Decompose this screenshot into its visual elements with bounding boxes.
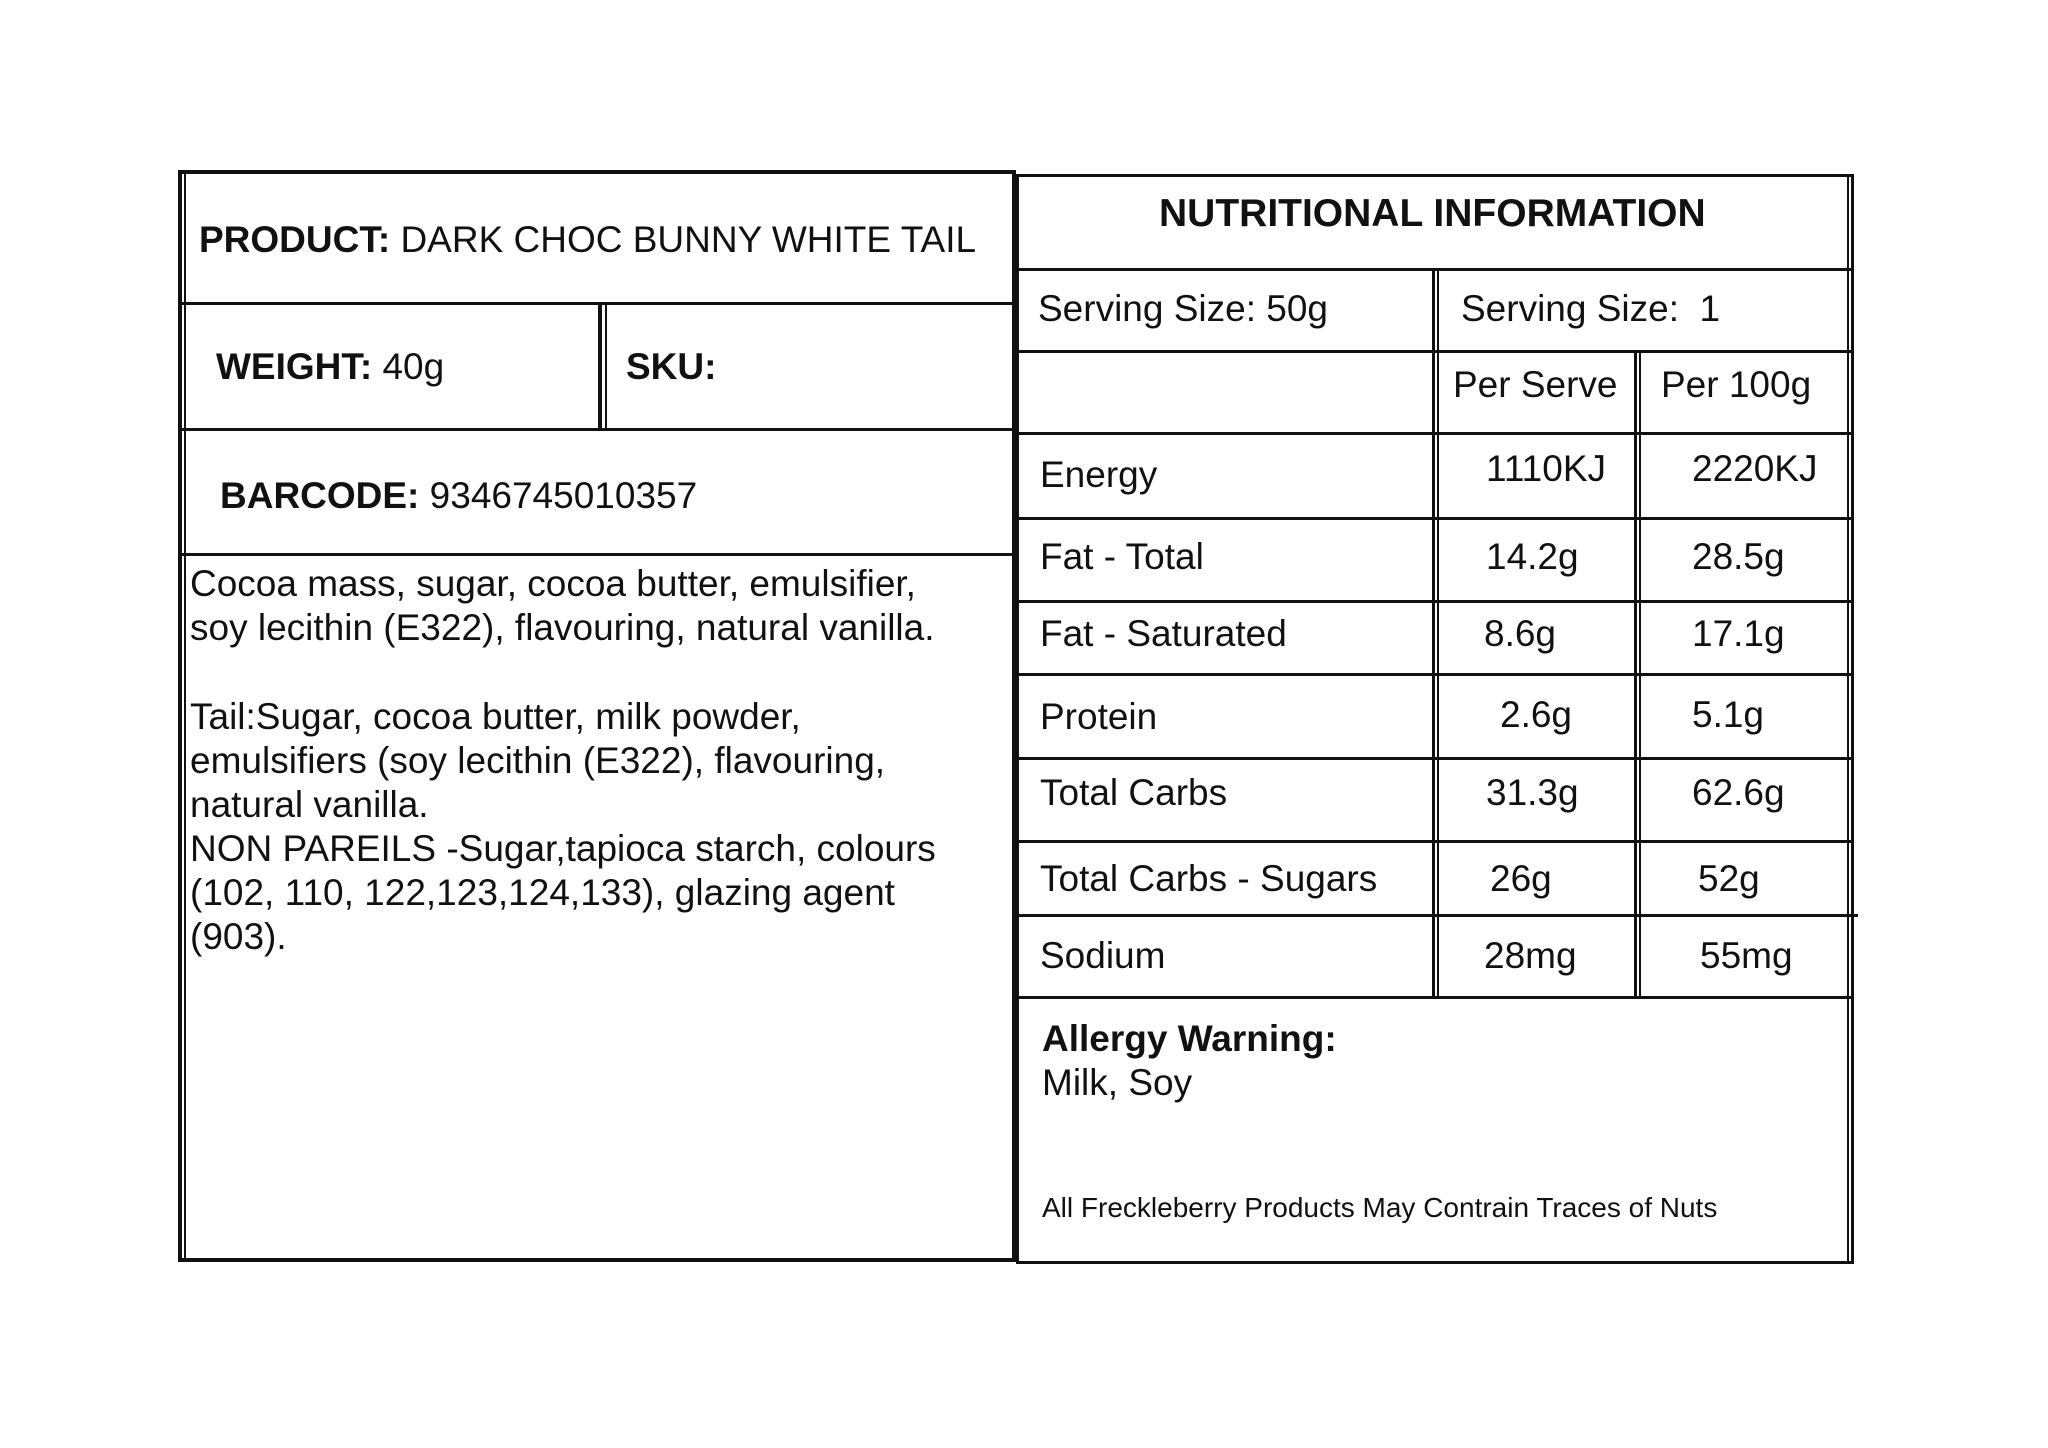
divider-weight bbox=[180, 428, 1016, 431]
nutrient-name: Sodium bbox=[1040, 935, 1166, 976]
per-serve-value: 8.6g bbox=[1484, 613, 1557, 654]
sku-label: SKU: bbox=[626, 346, 717, 387]
weight-line bbox=[216, 348, 444, 385]
allergy-items: Milk, Soy bbox=[1042, 1062, 1193, 1103]
nutrient-name: Energy bbox=[1040, 454, 1158, 495]
nutrition-line-serving bbox=[1018, 350, 1852, 353]
per-serve-value: 26g bbox=[1490, 858, 1552, 899]
ingredients-tail: Tail:Sugar, cocoa butter, milk powder, emulsifiers (soy lecithin (E322), flavouring, natural vanilla. NON PAREILS -Sugar,tapioca starch, colours (102, 110, 122,123,124,133), glazing agent (903). bbox=[190, 696, 936, 957]
product-label: PRODUCT: bbox=[199, 219, 391, 260]
divider-weight-sku-inner bbox=[605, 304, 607, 428]
product-value: DARK CHOC BUNNY WHITE TAIL bbox=[400, 219, 977, 260]
nutrition-col-divider-1b bbox=[1437, 270, 1439, 997]
per-serve-value: 1110KJ bbox=[1486, 448, 1606, 489]
per-serve-value: 31.3g bbox=[1486, 772, 1579, 813]
per-100g-value: 2220KJ bbox=[1692, 448, 1818, 489]
nutrient-name: Total Carbs bbox=[1040, 772, 1228, 813]
nutrition-line-sodium bbox=[1018, 996, 1852, 999]
nutrient-name: Fat - Total bbox=[1040, 536, 1204, 577]
col-per-100g: Per 100g bbox=[1661, 364, 1812, 405]
nutrition-panel-right-inner-edge bbox=[1847, 176, 1849, 1262]
ingredients-main: Cocoa mass, sugar, cocoa butter, emulsifier, soy lecithin (E322), flavouring, natural vanilla. bbox=[190, 563, 935, 648]
nutrition-line-carbs bbox=[1018, 840, 1852, 843]
nutrition-col-divider-2 bbox=[1634, 352, 1637, 997]
allergy-title: Allergy Warning: bbox=[1042, 1018, 1337, 1059]
barcode-label: BARCODE: bbox=[220, 475, 420, 516]
nutrient-name: Fat - Saturated bbox=[1040, 613, 1287, 654]
nutrition-title: NUTRITIONAL INFORMATION bbox=[1159, 192, 1706, 235]
serving-size-right: Serving Size: 1 bbox=[1461, 288, 1721, 329]
per-serve-value: 2.6g bbox=[1500, 694, 1573, 735]
barcode-value: 9346745010357 bbox=[429, 475, 698, 516]
allergy-note: All Freckleberry Products May Contrain Traces of Nuts bbox=[1042, 1192, 1718, 1223]
nutrition-line-title bbox=[1018, 268, 1852, 271]
product-line bbox=[199, 221, 976, 258]
nutrition-line-fat-sat bbox=[1018, 673, 1852, 676]
nutrition-col-divider-1 bbox=[1432, 270, 1435, 997]
nutrition-line-header bbox=[1018, 432, 1852, 435]
col-per-serve: Per Serve bbox=[1453, 364, 1618, 405]
per-100g-value: 28.5g bbox=[1692, 536, 1785, 577]
per-100g-value: 52g bbox=[1698, 858, 1760, 899]
weight-label: WEIGHT: bbox=[216, 346, 373, 387]
serving-size-left: Serving Size: 50g bbox=[1038, 288, 1329, 329]
per-100g-value: 55mg bbox=[1700, 935, 1793, 976]
per-serve-value: 14.2g bbox=[1486, 536, 1579, 577]
left-panel-inner-edge bbox=[184, 172, 186, 1260]
per-100g-value: 62.6g bbox=[1692, 772, 1785, 813]
per-100g-value: 5.1g bbox=[1692, 694, 1765, 735]
barcode-line bbox=[220, 477, 697, 514]
weight-value: 40g bbox=[382, 346, 445, 387]
per-100g-value: 17.1g bbox=[1692, 613, 1785, 654]
nutrient-name: Protein bbox=[1040, 696, 1158, 737]
nutrition-line-protein bbox=[1018, 757, 1852, 760]
nutrition-line-fat-total bbox=[1018, 600, 1852, 603]
per-serve-value: 28mg bbox=[1484, 935, 1577, 976]
divider-weight-sku bbox=[598, 304, 602, 428]
nutrient-name: Total Carbs - Sugars bbox=[1040, 858, 1378, 899]
nutrition-col-divider-2b bbox=[1639, 352, 1641, 997]
divider-barcode bbox=[180, 553, 1016, 556]
nutrition-line-energy bbox=[1018, 517, 1852, 520]
